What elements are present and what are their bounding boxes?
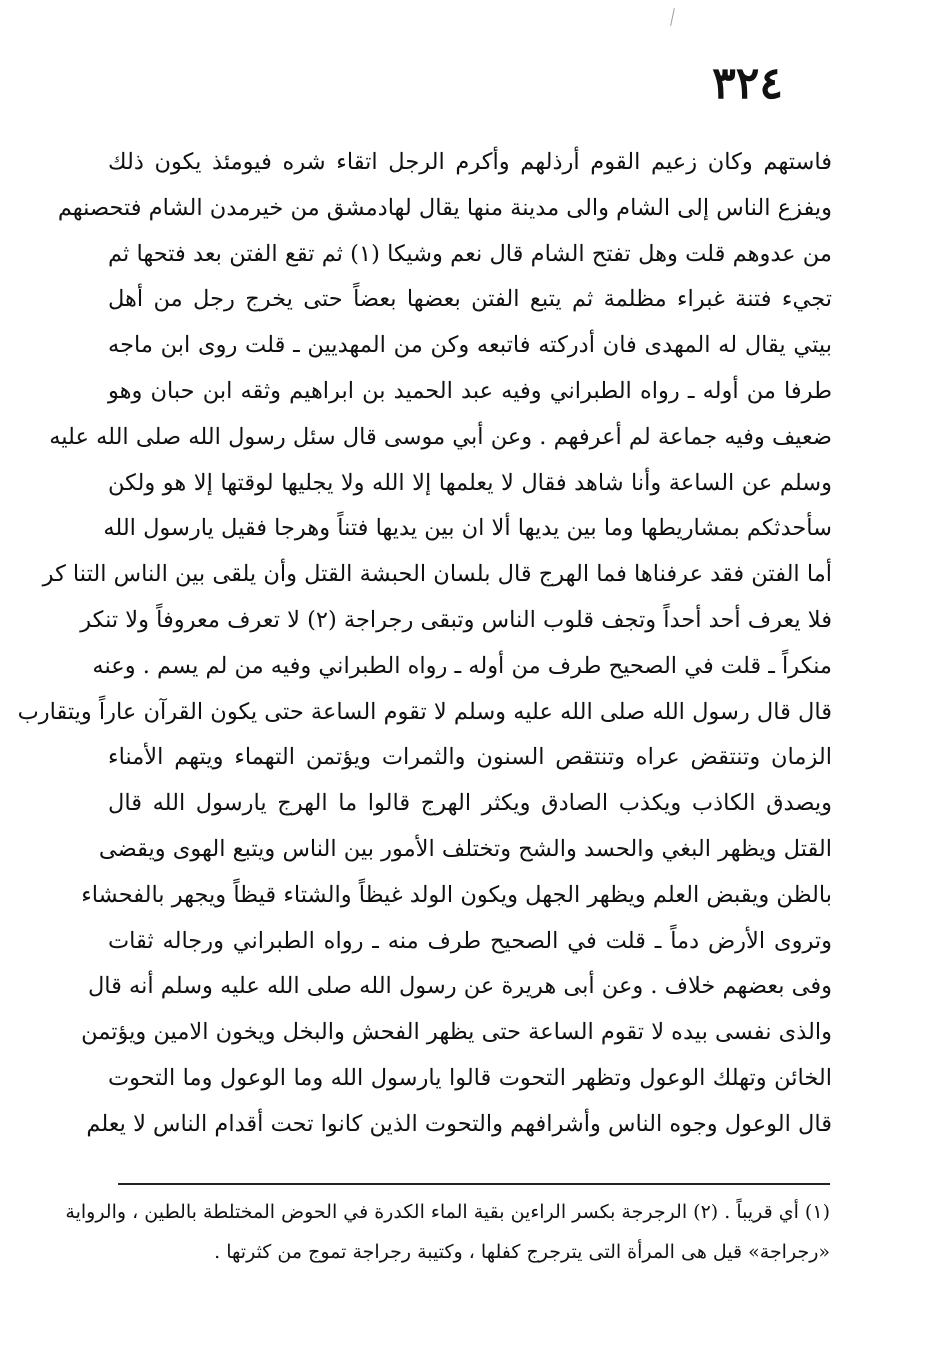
text-line: القتل ويظهر البغي والحسد والشح وتختلف الأمور بين الناس ويتبع الهوى ويقضى xyxy=(98,835,832,862)
text-line: تجيء فتنة غبراء مظلمة ثم يتبع الفتن بعضها بعضاً حتى يخرج رجل من أهل xyxy=(108,286,832,313)
text-line: ويصدق الكاذب ويكذب الصادق ويكثر الهرج قالوا ما الهرج يارسول الله قال xyxy=(108,790,832,817)
text-line: منكراً ـ قلت في الصحيح طرف من أوله ـ رواه الطبراني وفيه من لم يسم . وعنه xyxy=(92,652,832,679)
page-number: ٣٢٤ xyxy=(712,58,783,109)
text-line: سأحدثكم بمشاريطها وما بين يديها ألا ان بين يديها فتناً وهرجا فقيل يارسول الله xyxy=(103,515,832,542)
text-line: وفى بعضهم خلاف . وعن أبى هريرة عن رسول الله صلى الله عليه وسلم أنه قال xyxy=(87,973,832,1000)
text-line: وسلم عن الساعة وأنا شاهد فقال لا يعلمها إلا الله ولا يجليها لوقتها إلا هو ولكن xyxy=(108,469,832,496)
footnotes-block xyxy=(65,1192,830,1272)
footnote-line: «رجراجة» قيل هى المرأة التى يترجرج كفلها ، وكتيبة رجراجة تموج من كثرتها . xyxy=(214,1241,830,1263)
text-line: فلا يعرف أحد أحداً وتجف قلوب الناس وتبقى رجراجة (٢) لا تعرف معروفاً ولا تنكر xyxy=(80,606,832,633)
text-line: قال قال رسول الله صلى الله عليه وسلم لا تقوم الساعة حتى يكون القرآن عاراً ويتقارب xyxy=(17,698,832,725)
footnote-line: (١) أي قريباً . (٢) الرجرجة بكسر الراءين بقية الماء الكدرة في الحوض المختلطة بالطين ، والرواية xyxy=(65,1201,830,1223)
text-line: من عدوهم قلت وهل تفتح الشام قال نعم وشيكا (١) ثم تقع الفتن بعد فتحها ثم xyxy=(108,240,832,267)
text-line: فاستهم وكان زعيم القوم أرذلهم وأكرم الرجل اتقاء شره فيومئذ يكون ذلك xyxy=(108,149,832,175)
text-line: الخائن وتهلك الوعول وتظهر التحوت قالوا يارسول الله وما الوعول وما التحوت xyxy=(108,1064,832,1091)
text-line: قال الوعول وجوه الناس وأشرافهم والتحوت الذين كانوا تحت أقدام الناس لا يعلم xyxy=(86,1110,832,1137)
main-text-block xyxy=(17,140,832,1148)
text-line: ضعيف وفيه جماعة لم أعرفهم . وعن أبي موسى قال سئل رسول الله صلى الله عليه xyxy=(49,423,832,450)
text-line: وتروى الأرض دماً ـ قلت في الصحيح طرف منه ـ رواه الطبراني ورجاله ثقات xyxy=(108,927,832,954)
text-line: طرفا من أوله ـ رواه الطبراني وفيه عبد الحميد بن ابراهيم وثقه ابن حبان وهو xyxy=(108,377,832,404)
footnote-divider xyxy=(118,1183,830,1185)
text-line: والذى نفسى بيده لا تقوم الساعة حتى يظهر الفحش والبخل ويخون الامين ويؤتمن xyxy=(81,1019,832,1046)
text-line: بالظن ويقبض العلم ويظهر الجهل ويكون الولد غيظاً والشتاء قيظاً ويجهر بالفحشاء xyxy=(81,881,832,908)
text-line: بيتي يقال له المهدى فان أدركته فاتبعه وكن من المهديين ـ قلت روى ابن ماجه xyxy=(108,332,832,359)
text-line: أما الفتن فقد عرفناها فما الهرج قال بلسان الحبشة القتل وأن يلقى بين الناس التنا كر xyxy=(42,561,832,588)
text-line: الزمان وتنتقض عراه وتنتقص السنون والثمرات ويؤتمن التهماء ويتهم الأمناء xyxy=(108,744,832,771)
text-line: ويفزع الناس إلى الشام والى مدينة منها يقال لهادمشق من خيرمدن الشام فتحصنهم xyxy=(57,194,832,221)
scan-artifact-mark xyxy=(670,8,675,26)
